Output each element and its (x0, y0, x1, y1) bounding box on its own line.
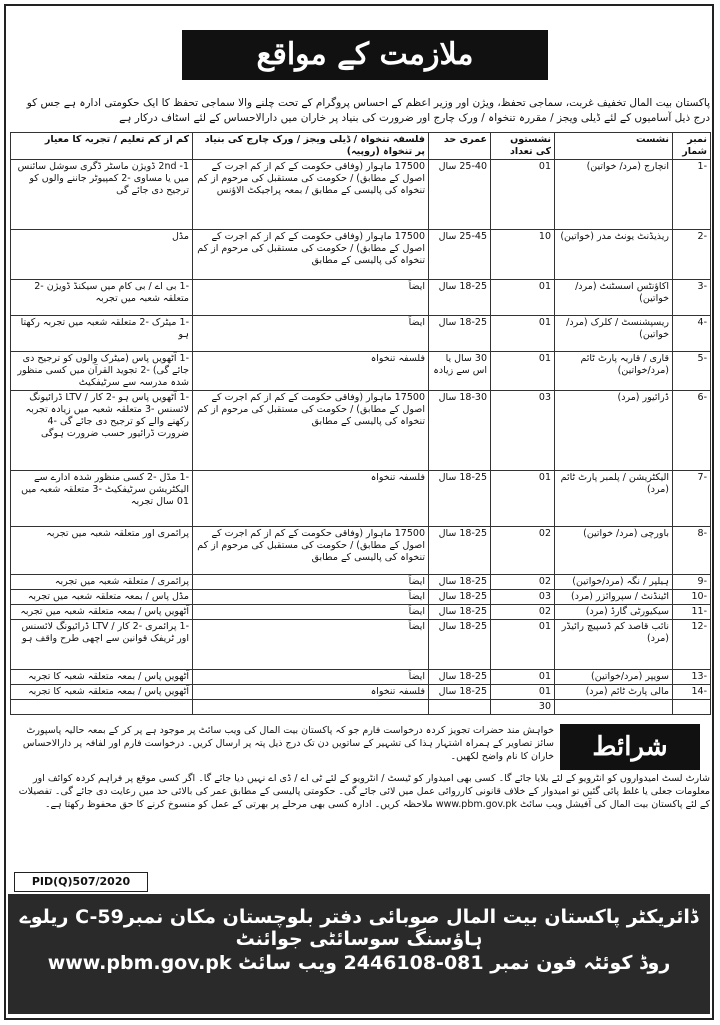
row-post: الیکٹریشن / پلمبر پارٹ ٹائم (مرد) (555, 471, 673, 527)
row-serial: -8 (673, 527, 711, 575)
table-row (11, 352, 711, 391)
row-education: -1 آٹھویں پاس ہو -2 کار / LTV ڈرائیونگ لائسنس -3 متعلقہ شعبہ میں زیادہ تجربہ رکھنے والے کو ترجیح دی جائے گی -4 ضرورت ڈرائیور حسب ضرورت ہوگی (11, 391, 193, 471)
row-pay: ایضاً (193, 670, 429, 685)
header-pay: فلسفہ تنخواہ / ڈیلی ویجز / ورک چارج کی بنیاد پر تنخواہ (روپیہ) (193, 133, 429, 160)
row-age: 18-25 سال (429, 670, 491, 685)
row-post: مالی پارٹ ٹائم (مرد) (555, 685, 673, 700)
row-serial: -12 (673, 620, 711, 670)
row-age: 25-40 سال (429, 160, 491, 230)
footer-address-block (8, 894, 710, 1014)
table-row (11, 575, 711, 590)
header-post: نشست (555, 133, 673, 160)
row-serial: -9 (673, 575, 711, 590)
row-post: ہیلپر / نگہ (مرد/خواتین) (555, 575, 673, 590)
header-serial: نمبر شمار (673, 133, 711, 160)
table-row (11, 316, 711, 352)
row-pay: فلسفہ تنخواہ (193, 471, 429, 527)
row-seats: 02 (491, 575, 555, 590)
page-title: ملازمت کے مواقع (182, 30, 548, 80)
row-post: باورچی (مرد/ خواتین) (555, 527, 673, 575)
table-row (11, 527, 711, 575)
row-age: 18-25 سال (429, 280, 491, 316)
row-education: آٹھویں پاس / بمعہ متعلقہ شعبہ میں تجربہ (11, 605, 193, 620)
row-post: سیکیورٹی گارڈ (مرد) (555, 605, 673, 620)
footer-contact: روڈ کوئٹہ فون نمبر 081-2446108 ویب سائٹ www.pbm.gov.pk (47, 952, 671, 974)
row-seats: 01 (491, 471, 555, 527)
intro-paragraph: پاکستان بیت المال تخفیف غربت، سماجی تحفظ، ویژن اور وزیر اعظم کے احساس پروگرام کے تحت چلنے والا سماجی تحفظ کا ایک حکومتی ادارہ ہے جس کو درج ذیل آسامیوں کے لئے ڈیلی ویجز / مقررہ تنخواہ / ورک چارج اور ضرورت کی بنیاد پر خاران میں دارالاحساس کے لئے اسٹاف درکار ہے (26, 97, 710, 124)
row-age: 18-25 سال (429, 471, 491, 527)
row-serial: -7 (673, 471, 711, 527)
row-seats: 01 (491, 280, 555, 316)
row-seats: 01 (491, 352, 555, 391)
row-pay: ایضاً (193, 620, 429, 670)
row-seats: 01 (491, 620, 555, 670)
row-post: سویپر (مرد/خواتین) (555, 670, 673, 685)
row-education: پرائمری / متعلقہ شعبہ میں تجربہ (11, 575, 193, 590)
row-education: -1 مڈل -2 کسی منظور شدہ ادارے سے الیکٹریشن سرٹیفکیٹ -3 متعلقہ شعبہ میں 01 سال تجربہ (11, 471, 193, 527)
row-post: ریسپشنسٹ / کلرک (مرد/ خواتین) (555, 316, 673, 352)
row-age: 18-25 سال (429, 575, 491, 590)
row-seats: 01 (491, 670, 555, 685)
row-seats: 03 (491, 391, 555, 471)
row-serial: -4 (673, 316, 711, 352)
table-header-row (11, 133, 711, 160)
row-post: قاری / قاریہ پارٹ ٹائم (مرد/خواتین) (555, 352, 673, 391)
row-age: 18-25 سال (429, 527, 491, 575)
row-post: انچارج (مرد/ خواتین) (555, 160, 673, 230)
row-seats: 01 (491, 160, 555, 230)
table-row (11, 605, 711, 620)
row-education: پرائمری اور متعلقہ شعبہ میں تجربہ (11, 527, 193, 575)
row-education: -1 میٹرک -2 متعلقہ شعبہ میں تجربہ رکھتا ہو (11, 316, 193, 352)
row-pay: ایضاً (193, 280, 429, 316)
table-row (11, 670, 711, 685)
header-seats: نشستوں کی تعداد (491, 133, 555, 160)
row-age: 18-25 سال (429, 685, 491, 700)
row-post: اکاؤنٹس اسسٹنٹ (مرد/خواتین) (555, 280, 673, 316)
row-education: 2nd -1 ڈویژن ماسٹر ڈگری سوشل سائنس میں یا مساوی -2 کمپیوٹر جاننے والوں کو ترجیح دی جائے گی (11, 160, 193, 230)
row-age: 30 سال یا اس سے زیادہ (429, 352, 491, 391)
jobs-table (10, 132, 711, 715)
row-pay: ایضاً (193, 575, 429, 590)
row-pay: 17500 ماہوار (وفاقی حکومت کے کم از کم اجرت کے اصول کے مطابق) / حکومت کی مستقبل کی مرحوم از کم تنخواہ کی پالیسی کے مطابق / بمعہ پراجیکٹ الاؤنس (193, 160, 429, 230)
row-seats: 03 (491, 590, 555, 605)
row-education: -1 بی اے / بی کام میں سیکنڈ ڈویژن -2 متعلقہ شعبہ میں تجربہ (11, 280, 193, 316)
conditions-text: شارٹ لسٹ امیدواروں کو انٹرویو کے لئے بلایا جائے گا۔ کسی بھی امیدوار کو ٹیسٹ / انٹرویو کے لئے ٹی اے / ڈی اے نہیں دیا جائے گا۔ اگر کسی موقع پر فراہم کردہ کوائف اور معلومات جعلی یا غلط پائی گئیں تو امیدوار کے خلاف قانونی کارروائی عمل میں لائی جائے گی۔ حکومتی پالیسی کے مطابق عمر کی بالائی حد میں رعایت دی جائے گی۔ تفصیلات کے لئے پاکستان بیت المال کی آفیشل ویب سائٹ www.pbm.gov.pk ملاحظہ کریں۔ ادارہ کسی بھی مرحلے پر بھرتی کے عمل کو منسوخ کرنے کا حق محفوظ رکھتا ہے۔ (18, 773, 710, 810)
row-serial: -14 (673, 685, 711, 700)
header-education: کم از کم تعلیم / تجربہ کا معیار (11, 133, 193, 160)
row-serial: -10 (673, 590, 711, 605)
row-education: مڈل (11, 230, 193, 280)
row-seats: 01 (491, 316, 555, 352)
row-serial: -5 (673, 352, 711, 391)
row-age: 25-45 سال (429, 230, 491, 280)
total-row (11, 700, 711, 715)
row-seats: 02 (491, 527, 555, 575)
table-row (11, 590, 711, 605)
row-pay: ایضاً (193, 590, 429, 605)
row-pay: 17500 ماہوار (وفاقی حکومت کے کم از کم اجرت کے اصول کے مطابق) / حکومت کی مستقبل کی مرحوم از کم تنخواہ کی پالیسی کے مطابق (193, 230, 429, 280)
total-seats: 30 (491, 700, 555, 715)
row-serial: -2 (673, 230, 711, 280)
row-education: آٹھویں پاس / بمعہ متعلقہ شعبہ کا تجربہ (11, 685, 193, 700)
table-row (11, 391, 711, 471)
row-pay: فلسفہ تنخواہ (193, 685, 429, 700)
row-education: مڈل پاس / بمعہ متعلقہ شعبہ میں تجربہ (11, 590, 193, 605)
row-age: 18-25 سال (429, 620, 491, 670)
row-post: اٹینڈنٹ / سپروائزر (مرد) (555, 590, 673, 605)
row-pay: 17500 ماہوار (وفاقی حکومت کے کم از کم اجرت کے اصول کے مطابق) / حکومت کی مستقبل کی مرحوم از کم تنخواہ کی پالیسی کے مطابق (193, 391, 429, 471)
footer-address: ڈائریکٹر پاکستان بیت المال صوبائی دفتر بلوچستان مکان نمبرC-59 ریلوے ہاؤسنگ سوسائٹی جوائنٹ (19, 906, 699, 950)
row-age: 18-30 سال (429, 391, 491, 471)
row-education: آٹھویں پاس / بمعہ متعلقہ شعبہ کا تجربہ (11, 670, 193, 685)
row-serial: -1 (673, 160, 711, 230)
row-post: ریذیڈنٹ یونٹ مدر (خواتین) (555, 230, 673, 280)
table-row (11, 471, 711, 527)
header-age: عمری حد (429, 133, 491, 160)
row-serial: -6 (673, 391, 711, 471)
row-age: 18-25 سال (429, 605, 491, 620)
table-row (11, 685, 711, 700)
table-row (11, 280, 711, 316)
row-serial: -3 (673, 280, 711, 316)
row-post: ڈرائیور (مرد) (555, 391, 673, 471)
table-row (11, 620, 711, 670)
row-age: 18-25 سال (429, 590, 491, 605)
conditions-heading: شرائط (560, 724, 700, 770)
row-pay: فلسفہ تنخواہ (193, 352, 429, 391)
row-education: -1 پرائمری -2 کار / LTV ڈرائیونگ لائسنس اور ٹریفک قوانین سے اچھی طرح واقف ہو (11, 620, 193, 670)
row-post: نائب قاصد کم ڈسپیچ رائیڈر (مرد) (555, 620, 673, 670)
row-seats: 02 (491, 605, 555, 620)
row-pay: ایضاً (193, 316, 429, 352)
table-row (11, 230, 711, 280)
row-seats: 01 (491, 685, 555, 700)
row-pay: ایضاً (193, 605, 429, 620)
row-seats: 10 (491, 230, 555, 280)
conditions-intro: خواہش مند حضرات تجویز کردہ درخواست فارم جو کہ پاکستان بیت المال کی ویب سائٹ پر موجود ہے پر کر کے بمعہ حالیہ پاسپورٹ سائز تصاویر کے ہمراہ اشتہار ہذا کی تشہیر کے ساتویں دن تک درج ذیل پتہ پر ارسال کریں۔ درخواست فارم اور لفافہ پر دارالاحساس خاران کا نام واضح لکھیں۔ (22, 725, 554, 762)
row-age: 18-25 سال (429, 316, 491, 352)
pid-number: PID(Q)507/2020 (14, 872, 148, 892)
row-serial: -11 (673, 605, 711, 620)
row-serial: -13 (673, 670, 711, 685)
row-pay: 17500 ماہوار (وفاقی حکومت کے کم از کم اجرت کے اصول کے مطابق) / حکومت کی مستقبل کی مرحوم از کم تنخواہ کی پالیسی کے مطابق (193, 527, 429, 575)
table-row (11, 160, 711, 230)
row-education: -1 آٹھویں پاس (میٹرک والوں کو ترجیح دی جائے گی) -2 تجوید القرآن میں کسی منظور شدہ مدرسہ سے سرٹیفکیٹ (11, 352, 193, 391)
